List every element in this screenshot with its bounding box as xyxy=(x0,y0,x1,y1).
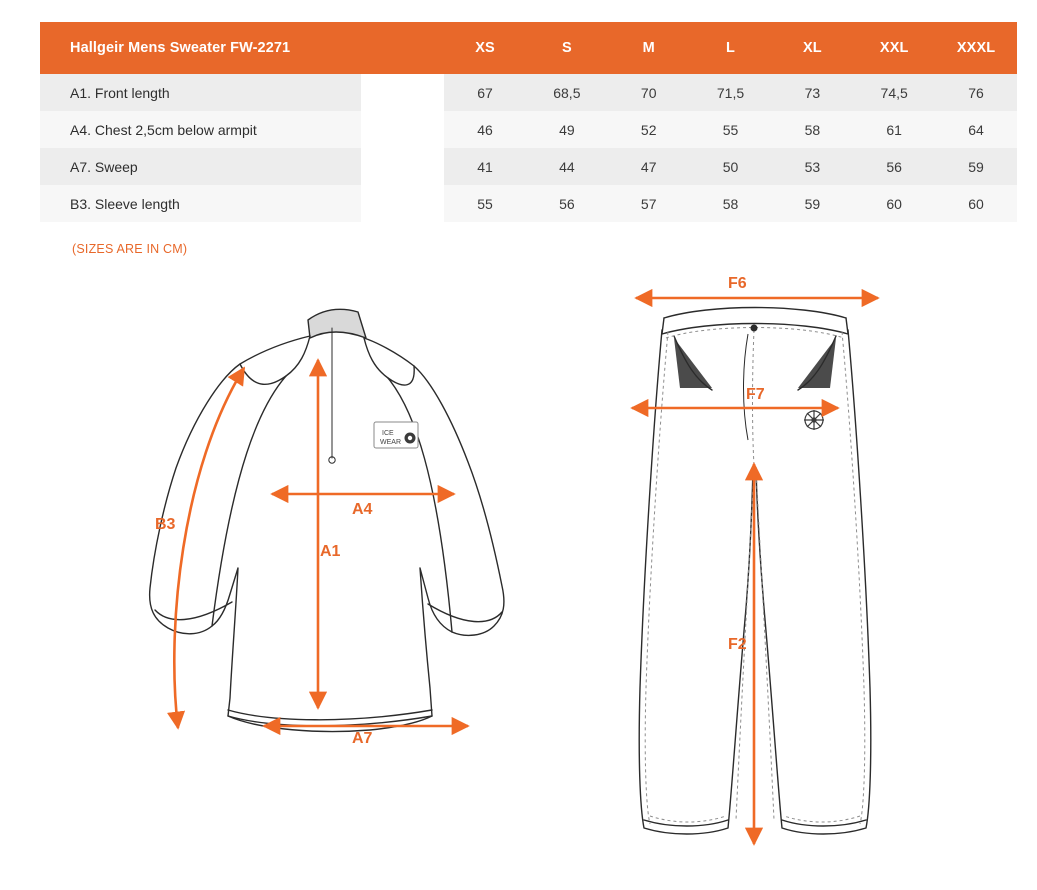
row-gap xyxy=(361,185,444,222)
row-label: A4. Chest 2,5cm below armpit xyxy=(40,111,361,148)
cell-value: 55 xyxy=(444,185,526,222)
size-table-head xyxy=(40,22,1017,74)
size-header-xxl: XXL xyxy=(853,22,935,74)
cell-value: 61 xyxy=(853,111,935,148)
row-label: A7. Sweep xyxy=(40,148,361,185)
cell-value: 60 xyxy=(935,185,1017,222)
row-label: B3. Sleeve length xyxy=(40,185,361,222)
cell-value: 64 xyxy=(935,111,1017,148)
svg-text:ICE: ICE xyxy=(382,430,394,437)
cell-value: 52 xyxy=(608,111,690,148)
cell-value: 74,5 xyxy=(853,74,935,111)
sweater-figure xyxy=(120,268,540,868)
cell-value: 53 xyxy=(771,148,853,185)
table-row xyxy=(40,148,1017,185)
size-header-m: M xyxy=(608,22,690,74)
brand-star-icon xyxy=(804,410,824,430)
size-header-l: L xyxy=(690,22,772,74)
table-header-row xyxy=(40,22,1017,74)
cell-value: 58 xyxy=(690,185,772,222)
label-a7: A7 xyxy=(352,730,373,747)
label-f6: F6 xyxy=(728,275,747,292)
pants-figure xyxy=(600,268,960,868)
size-table-container xyxy=(40,22,1017,222)
measurement-arrows xyxy=(632,298,878,844)
cell-value: 57 xyxy=(608,185,690,222)
cell-value: 50 xyxy=(690,148,772,185)
cell-value: 56 xyxy=(853,148,935,185)
cell-value: 47 xyxy=(608,148,690,185)
label-b3: B3 xyxy=(155,516,176,533)
size-table-body xyxy=(40,74,1017,222)
pants-drawing xyxy=(600,268,960,868)
table-row xyxy=(40,74,1017,111)
row-gap xyxy=(361,148,444,185)
cell-value: 58 xyxy=(771,111,853,148)
cell-value: 59 xyxy=(935,148,1017,185)
cell-value: 59 xyxy=(771,185,853,222)
row-label: A1. Front length xyxy=(40,74,361,111)
cell-value: 44 xyxy=(526,148,608,185)
header-spacer xyxy=(361,22,444,74)
cell-value: 46 xyxy=(444,111,526,148)
label-a1: A1 xyxy=(320,543,341,560)
row-gap xyxy=(361,74,444,111)
product-title: Hallgeir Mens Sweater FW-2271 xyxy=(40,22,361,74)
table-row xyxy=(40,111,1017,148)
brand-logo-icon xyxy=(374,422,418,448)
cell-value: 67 xyxy=(444,74,526,111)
table-row xyxy=(40,185,1017,222)
size-header-xs: XS xyxy=(444,22,526,74)
cell-value: 60 xyxy=(853,185,935,222)
cell-value: 55 xyxy=(690,111,772,148)
cell-value: 56 xyxy=(526,185,608,222)
sweater-drawing xyxy=(120,268,540,868)
size-header-xxxl: XXXL xyxy=(935,22,1017,74)
size-header-xl: XL xyxy=(771,22,853,74)
cell-value: 49 xyxy=(526,111,608,148)
size-table xyxy=(40,22,1017,222)
cell-value: 71,5 xyxy=(690,74,772,111)
cell-value: 70 xyxy=(608,74,690,111)
figures-container xyxy=(0,268,1037,888)
cell-value: 73 xyxy=(771,74,853,111)
label-f7: F7 xyxy=(746,386,765,403)
cell-value: 68,5 xyxy=(526,74,608,111)
cell-value: 41 xyxy=(444,148,526,185)
cell-value: 76 xyxy=(935,74,1017,111)
size-header-s: S xyxy=(526,22,608,74)
row-gap xyxy=(361,111,444,148)
units-note: (SIZES ARE IN CM) xyxy=(72,242,188,256)
svg-text:WEAR: WEAR xyxy=(380,439,401,446)
label-a4: A4 xyxy=(352,501,373,518)
label-f2: F2 xyxy=(728,636,747,653)
